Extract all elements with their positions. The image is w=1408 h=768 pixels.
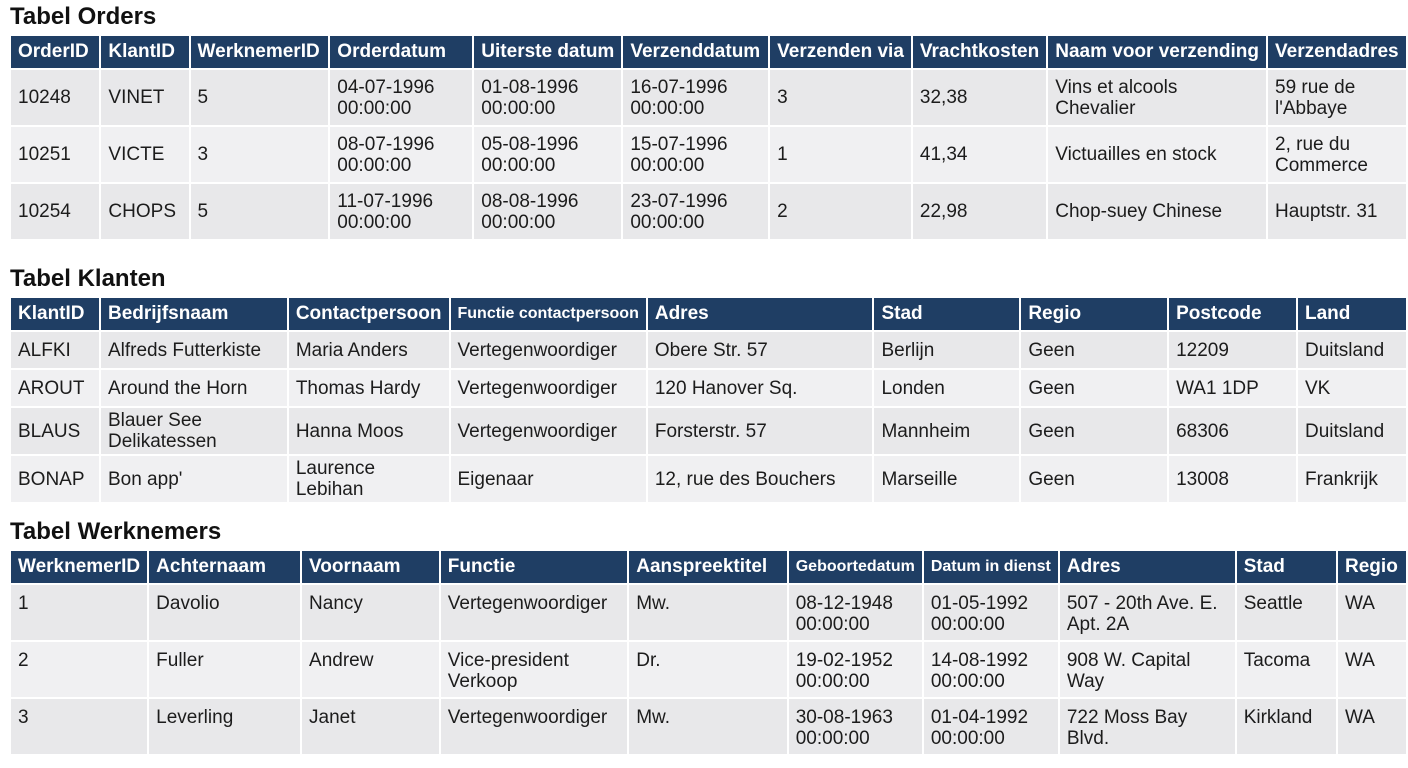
table-cell: 507 - 20th Ave. E. Apt. 2A [1060,585,1235,640]
table-cell: 08-12-1948 00:00:00 [789,585,922,640]
table-cell: 01-08-1996 00:00:00 [474,70,621,125]
column-header[interactable]: Uiterste datum [474,36,621,68]
klanten-table [9,296,1408,504]
column-header[interactable]: Vrachtkosten [913,36,1046,68]
table-cell: 14-08-1992 00:00:00 [924,642,1058,697]
table-cell: Forsterstr. 57 [648,408,873,454]
werknemers-table-title: Tabel Werknemers [10,518,222,545]
table-cell: 908 W. Capital Way [1060,642,1235,697]
table-cell: Hanna Moos [289,408,449,454]
column-header[interactable]: Regio [1338,551,1406,583]
table-cell: 3 [11,699,147,754]
table-cell: 68306 [1169,408,1296,454]
table-cell: 10251 [11,127,99,182]
table-cell: Janet [302,699,439,754]
table-cell: 10248 [11,70,99,125]
table-cell: Tacoma [1237,642,1336,697]
table-cell: 08-08-1996 00:00:00 [474,184,621,239]
table-cell: 15-07-1996 00:00:00 [623,127,768,182]
column-header[interactable]: WerknemerID [191,36,329,68]
table-cell: Seattle [1237,585,1336,640]
column-header[interactable]: Functie [441,551,627,583]
table-cell: 13008 [1169,456,1296,502]
table-cell: Mw. [629,585,786,640]
table-cell: 3 [770,70,911,125]
table-cell: 10254 [11,184,99,239]
table-cell: VINET [101,70,188,125]
column-header[interactable]: Regio [1021,298,1167,330]
table-row[interactable] [11,70,1406,125]
column-header[interactable]: Functie contactpersoon [451,298,646,330]
column-header[interactable]: Bedrijfsnaam [101,298,287,330]
table-cell: 30-08-1963 00:00:00 [789,699,922,754]
table-cell: Vertegenwoordiger [451,408,646,454]
table-cell: Londen [874,370,1019,406]
column-header[interactable]: Stad [1237,551,1336,583]
column-header[interactable]: Verzenden via [770,36,911,68]
table-cell: 2 [770,184,911,239]
table-cell: Duitsland [1298,408,1406,454]
table-cell: Maria Anders [289,332,449,368]
table-cell: Fuller [149,642,300,697]
table-cell: Eigenaar [451,456,646,502]
column-header[interactable]: Achternaam [149,551,300,583]
table-cell: Kirkland [1237,699,1336,754]
table-row[interactable] [11,332,1406,368]
table-row[interactable] [11,370,1406,406]
table-cell: Vins et alcools Chevalier [1048,70,1266,125]
table-cell: Vertegenwoordiger [451,370,646,406]
table-row[interactable] [11,699,1406,754]
table-cell: 5 [191,70,329,125]
column-header[interactable]: Verzendadres [1268,36,1406,68]
column-header[interactable]: Voornaam [302,551,439,583]
column-header[interactable]: Aanspreektitel [629,551,786,583]
table-cell: WA [1338,699,1406,754]
table-cell: 5 [191,184,329,239]
table-cell: 11-07-1996 00:00:00 [330,184,472,239]
column-header[interactable]: Contactpersoon [289,298,449,330]
column-header[interactable]: KlantID [11,298,99,330]
table-cell: 41,34 [913,127,1046,182]
orders-table [9,34,1408,241]
table-cell: 19-02-1952 00:00:00 [789,642,922,697]
table-cell: Geen [1021,408,1167,454]
table-cell: Vertegenwoordiger [441,699,627,754]
table-cell: Frankrijk [1298,456,1406,502]
table-cell: WA [1338,642,1406,697]
table-cell: 05-08-1996 00:00:00 [474,127,621,182]
werknemers-header-row [11,551,1406,583]
column-header[interactable]: Orderdatum [330,36,472,68]
table-cell: WA1 1DP [1169,370,1296,406]
table-cell: 722 Moss Bay Blvd. [1060,699,1235,754]
table-cell: 2 [11,642,147,697]
table-cell: Geen [1021,456,1167,502]
table-cell: Vertegenwoordiger [451,332,646,368]
column-header[interactable]: Datum in dienst [924,551,1058,583]
table-cell: 1 [11,585,147,640]
table-cell: Nancy [302,585,439,640]
table-cell: Around the Horn [101,370,287,406]
table-cell: Hauptstr. 31 [1268,184,1406,239]
column-header[interactable]: Adres [1060,551,1235,583]
column-header[interactable]: Stad [874,298,1019,330]
table-cell: Mannheim [874,408,1019,454]
table-cell: BLAUS [11,408,99,454]
table-cell: 23-07-1996 00:00:00 [623,184,768,239]
table-cell: Bon app' [101,456,287,502]
table-cell: Dr. [629,642,786,697]
table-cell: 3 [191,127,329,182]
table-row[interactable] [11,456,1406,502]
werknemers-table [9,549,1408,756]
column-header[interactable]: Land [1298,298,1406,330]
column-header[interactable]: OrderID [11,36,99,68]
column-header[interactable]: Verzenddatum [623,36,768,68]
table-row[interactable] [11,585,1406,640]
table-cell: Geen [1021,332,1167,368]
column-header[interactable]: Postcode [1169,298,1296,330]
table-cell: Mw. [629,699,786,754]
table-cell: 01-04-1992 00:00:00 [924,699,1058,754]
table-cell: Laurence Lebihan [289,456,449,502]
table-cell: Vice-president Verkoop [441,642,627,697]
table-cell: 12209 [1169,332,1296,368]
table-cell: Geen [1021,370,1167,406]
table-cell: CHOPS [101,184,188,239]
table-cell: WA [1338,585,1406,640]
table-cell: VK [1298,370,1406,406]
table-row[interactable] [11,127,1406,182]
table-cell: 120 Hanover Sq. [648,370,873,406]
table-cell: 08-07-1996 00:00:00 [330,127,472,182]
table-cell: 12, rue des Bouchers [648,456,873,502]
column-header[interactable]: KlantID [101,36,188,68]
klanten-header-row [11,298,1406,330]
table-cell: Chop-suey Chinese [1048,184,1266,239]
table-cell: 22,98 [913,184,1046,239]
table-cell: Obere Str. 57 [648,332,873,368]
table-cell: 59 rue de l'Abbaye [1268,70,1406,125]
table-cell: Marseille [874,456,1019,502]
table-cell: 1 [770,127,911,182]
table-cell: Andrew [302,642,439,697]
column-header[interactable]: Adres [648,298,873,330]
table-row[interactable] [11,408,1406,454]
table-cell: Thomas Hardy [289,370,449,406]
table-cell: Alfreds Futterkiste [101,332,287,368]
table-cell: Vertegenwoordiger [441,585,627,640]
table-cell: 2, rue du Commerce [1268,127,1406,182]
column-header[interactable]: WerknemerID [11,551,147,583]
orders-table-title: Tabel Orders [10,3,157,30]
table-cell: Duitsland [1298,332,1406,368]
klanten-table-title: Tabel Klanten [10,265,166,292]
table-row[interactable] [11,642,1406,697]
table-cell: Leverling [149,699,300,754]
table-cell: BONAP [11,456,99,502]
table-cell: 16-07-1996 00:00:00 [623,70,768,125]
table-cell: Victuailles en stock [1048,127,1266,182]
table-cell: 04-07-1996 00:00:00 [330,70,472,125]
table-cell: Blauer See Delikatessen [101,408,287,454]
table-cell: VICTE [101,127,188,182]
column-header[interactable]: Naam voor verzending [1048,36,1266,68]
column-header[interactable]: Geboortedatum [789,551,922,583]
table-cell: Davolio [149,585,300,640]
table-row[interactable] [11,184,1406,239]
orders-header-row [11,36,1406,68]
table-cell: ALFKI [11,332,99,368]
table-cell: AROUT [11,370,99,406]
table-cell: 01-05-1992 00:00:00 [924,585,1058,640]
table-cell: Berlijn [874,332,1019,368]
table-cell: 32,38 [913,70,1046,125]
